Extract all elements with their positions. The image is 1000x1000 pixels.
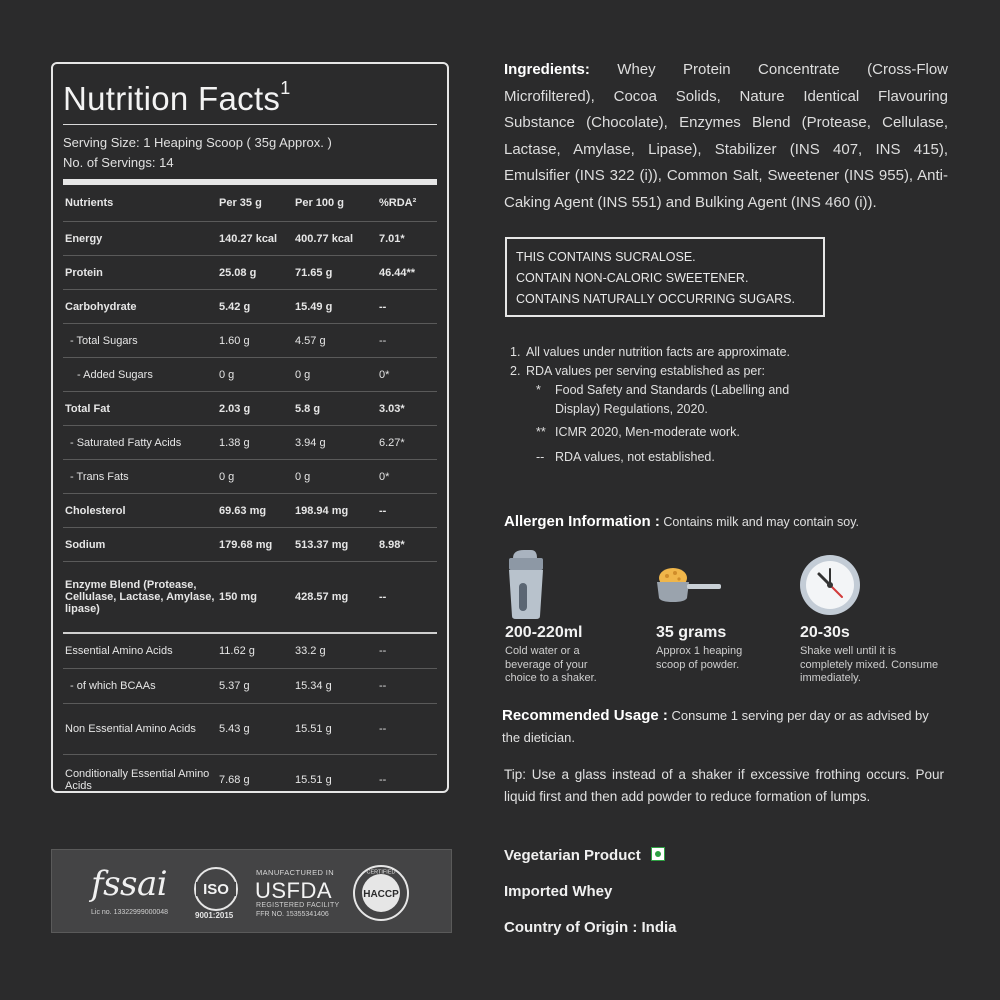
- country-of-origin: Country of Origin : India: [504, 919, 677, 936]
- tip-text: Tip: Use a glass instead of a shaker if excessive frothing occurs. Pour liquid first and then add powder to reduce formation of lumps.: [504, 767, 944, 804]
- table-row: [63, 256, 437, 290]
- header-per-100g: Per 100 g: [295, 185, 379, 222]
- footnote-2: 2. RDA values per serving established as per:: [510, 364, 766, 378]
- nutrient-name: - Saturated Fatty Acids: [63, 426, 219, 460]
- value-rda: --: [379, 324, 437, 358]
- table-row: [63, 669, 437, 704]
- value-per-100g: 198.94 mg: [295, 494, 379, 528]
- nutrient-name: - Trans Fats: [63, 460, 219, 494]
- value-per-100g: 4.57 g: [295, 324, 379, 358]
- scoop-amount: 35 grams: [656, 624, 727, 641]
- vegetarian-label: Vegetarian Product: [504, 847, 641, 864]
- value-per-35g: 69.63 mg: [219, 494, 295, 528]
- header-nutrients: Nutrients: [63, 185, 219, 222]
- allergen-text: Contains milk and may contain soy.: [663, 515, 860, 529]
- value-per-35g: 0 g: [219, 358, 295, 392]
- value-per-35g: 1.38 g: [219, 426, 295, 460]
- footnote-2-icmr: ** ICMR 2020, Men-moderate work.: [536, 425, 740, 439]
- fssai-logo-icon: fssai: [91, 864, 168, 904]
- table-row: [63, 528, 437, 562]
- value-per-100g: 15.34 g: [295, 669, 379, 704]
- table-row: [63, 324, 437, 358]
- serving-info: [63, 133, 437, 173]
- value-rda: 46.44**: [379, 256, 437, 290]
- clock-icon: [799, 554, 861, 616]
- usage-label: Recommended Usage :: [502, 707, 668, 724]
- fssai-license: Lic no. 13322999000048: [91, 909, 169, 916]
- veg-mark-icon: [651, 847, 665, 861]
- nutrition-table: [63, 185, 437, 805]
- servings-count: No. of Servings: 14: [63, 155, 174, 170]
- nutrient-name: Energy: [63, 222, 219, 256]
- certification-bar: [51, 849, 452, 933]
- warning-line: CONTAINS NATURALLY OCCURRING SUGARS.: [516, 292, 795, 306]
- vegetarian-line: [504, 846, 665, 864]
- nutrient-name: Carbohydrate: [63, 290, 219, 324]
- svg-text:CERTIFIED: CERTIFIED: [366, 869, 396, 876]
- value-per-100g: 428.57 mg: [295, 562, 379, 634]
- nutrient-name: Conditionally Essential Amino Acids: [65, 768, 210, 792]
- warning-line: THIS CONTAINS SUCRALOSE.: [516, 250, 696, 264]
- value-per-100g: 15.49 g: [295, 290, 379, 324]
- nutrient-name: Non Essential Amino Acids: [63, 704, 219, 755]
- value-per-35g: 5.43 g: [219, 704, 295, 755]
- divider: [63, 124, 437, 125]
- svg-text:HACCP: HACCP: [363, 889, 399, 900]
- svg-text:ISO: ISO: [203, 881, 229, 898]
- value-per-35g: 7.68 g: [219, 774, 250, 786]
- value-per-100g: 15.51 g: [295, 704, 379, 755]
- usfda-registered: REGISTERED FACILITY: [256, 902, 340, 909]
- value-rda: --: [379, 494, 437, 528]
- allergen-label: Allergen Information :: [504, 513, 660, 530]
- value-per-35g: 150 mg: [219, 562, 295, 634]
- allergen-info: [504, 513, 948, 530]
- value-rda: --: [379, 774, 387, 786]
- value-per-100g: 71.65 g: [295, 256, 379, 290]
- footnote-2-fssa: * Food Safety and Standards (Labelling and Display) Regulations, 2020.: [536, 383, 790, 416]
- header-per-35g: Per 35 g: [219, 185, 295, 222]
- nutrient-name: - Added Sugars: [63, 358, 219, 392]
- value-rda: 3.03*: [379, 392, 437, 426]
- value-per-100g: 400.77 kcal: [295, 222, 379, 256]
- table-row: [63, 562, 437, 634]
- footnotes: [510, 343, 840, 467]
- value-rda: 8.98*: [379, 528, 437, 562]
- table-row: [63, 460, 437, 494]
- iso-badge-icon: [194, 867, 238, 911]
- serving-size: Serving Size: 1 Heaping Scoop ( 35g Approx. ): [63, 135, 332, 150]
- nutrient-name: Total Fat: [63, 392, 219, 426]
- nutrient-name: - of which BCAAs: [63, 669, 219, 704]
- value-per-35g: 0 g: [219, 460, 295, 494]
- nutrition-title: Nutrition Facts$^1$: [63, 78, 291, 117]
- table-row: [63, 222, 437, 256]
- table-row: [63, 755, 437, 806]
- scoop-desc: Approx 1 heaping scoop of powder.: [656, 645, 743, 671]
- footnote-2-not-established: -- RDA values, not established.: [536, 450, 715, 464]
- value-per-100g: 0 g: [295, 358, 379, 392]
- table-header-row: [63, 185, 437, 222]
- value-per-100g: 33.2 g: [295, 633, 379, 669]
- footnote-1: 1. All values under nutrition facts are approximate.: [510, 345, 791, 359]
- haccp-seal-icon: [352, 864, 410, 922]
- recommended-usage: [502, 705, 946, 749]
- value-per-35g: 1.60 g: [219, 324, 295, 358]
- warning-line: CONTAIN NON-CALORIC SWEETENER.: [516, 271, 749, 285]
- imported-whey: Imported Whey: [504, 883, 613, 900]
- value-rda: --: [379, 633, 437, 669]
- water-desc: Cold water or a beverage of your choice to a shaker.: [505, 645, 597, 684]
- shaker-icon: [503, 550, 545, 620]
- value-per-100g: 513.37 mg: [295, 528, 379, 562]
- table-row: [63, 392, 437, 426]
- nutrient-name: Protein: [63, 256, 219, 290]
- value-per-35g: 140.27 kcal: [219, 222, 295, 256]
- value-per-35g: 25.08 g: [219, 256, 295, 290]
- value-rda: 6.27*: [379, 426, 437, 460]
- value-rda: --: [379, 562, 437, 634]
- value-per-100g: 5.8 g: [295, 392, 379, 426]
- iso-standard: 9001:2015: [195, 911, 234, 920]
- value-rda: 0*: [379, 460, 437, 494]
- value-per-35g: 11.62 g: [219, 633, 295, 669]
- table-row: [63, 633, 437, 669]
- nutrient-name: Essential Amino Acids: [63, 633, 219, 669]
- value-per-35g: 2.03 g: [219, 392, 295, 426]
- table-row: [63, 426, 437, 460]
- table-row: [63, 290, 437, 324]
- nutrient-name: Enzyme Blend (Protease, Cellulase, Lactase, Amylase, lipase): [63, 562, 219, 634]
- water-amount: 200-220ml: [505, 624, 583, 641]
- table-row: [63, 494, 437, 528]
- usfda-logo: USFDA: [255, 878, 333, 903]
- scoop-icon: [655, 566, 723, 604]
- ingredients-label: Ingredients:: [504, 61, 590, 78]
- sweetener-warning-box: [505, 237, 825, 317]
- value-rda: --: [379, 669, 437, 704]
- value-per-35g: 5.42 g: [219, 290, 295, 324]
- header-rda: %RDA²: [379, 185, 437, 222]
- usfda-manufactured: MANUFACTURED IN: [256, 868, 335, 877]
- value-rda: 7.01*: [379, 222, 437, 256]
- nutrient-name: Sodium: [63, 528, 219, 562]
- value-per-35g: 5.37 g: [219, 669, 295, 704]
- value-rda: 0*: [379, 358, 437, 392]
- table-row: [63, 704, 437, 755]
- value-rda: --: [379, 290, 437, 324]
- value-per-100g: 15.51 g: [295, 774, 332, 786]
- ingredients-text: Whey Protein Concentrate (Cross-Flow Microfiltered), Cocoa Solids, Nature Identical Flavouring Substance (Chocolate), Enzymes Blend (Protease, Cellulase, Lactase, Amylase, Lipase), Stabilizer (INS 407, INS 415), Emulsifier (INS 322 (i)), Common Salt, Sweetener (INS 955), Anti-Caking Agent (INS 551) and Bulking Agent (INS 460 (i)).: [504, 61, 948, 211]
- shake-desc: Shake well until it is completely mixed. Consume immediately.: [800, 645, 939, 684]
- usage-text: Consume 1 serving per day or as advised by the dietician.: [502, 708, 929, 745]
- usfda-ffr: FFR NO. 15355341406: [256, 911, 329, 918]
- nutrient-name: Cholesterol: [63, 494, 219, 528]
- nutrient-name: - Total Sugars: [63, 324, 219, 358]
- ingredients-block: [504, 57, 948, 216]
- value-per-35g: 179.68 mg: [219, 528, 295, 562]
- table-row: [63, 358, 437, 392]
- nutrition-facts-panel: [51, 62, 449, 793]
- shake-time: 20-30s: [800, 624, 850, 641]
- value-per-100g: 0 g: [295, 460, 379, 494]
- value-rda: --: [379, 704, 437, 755]
- value-per-100g: 3.94 g: [295, 426, 379, 460]
